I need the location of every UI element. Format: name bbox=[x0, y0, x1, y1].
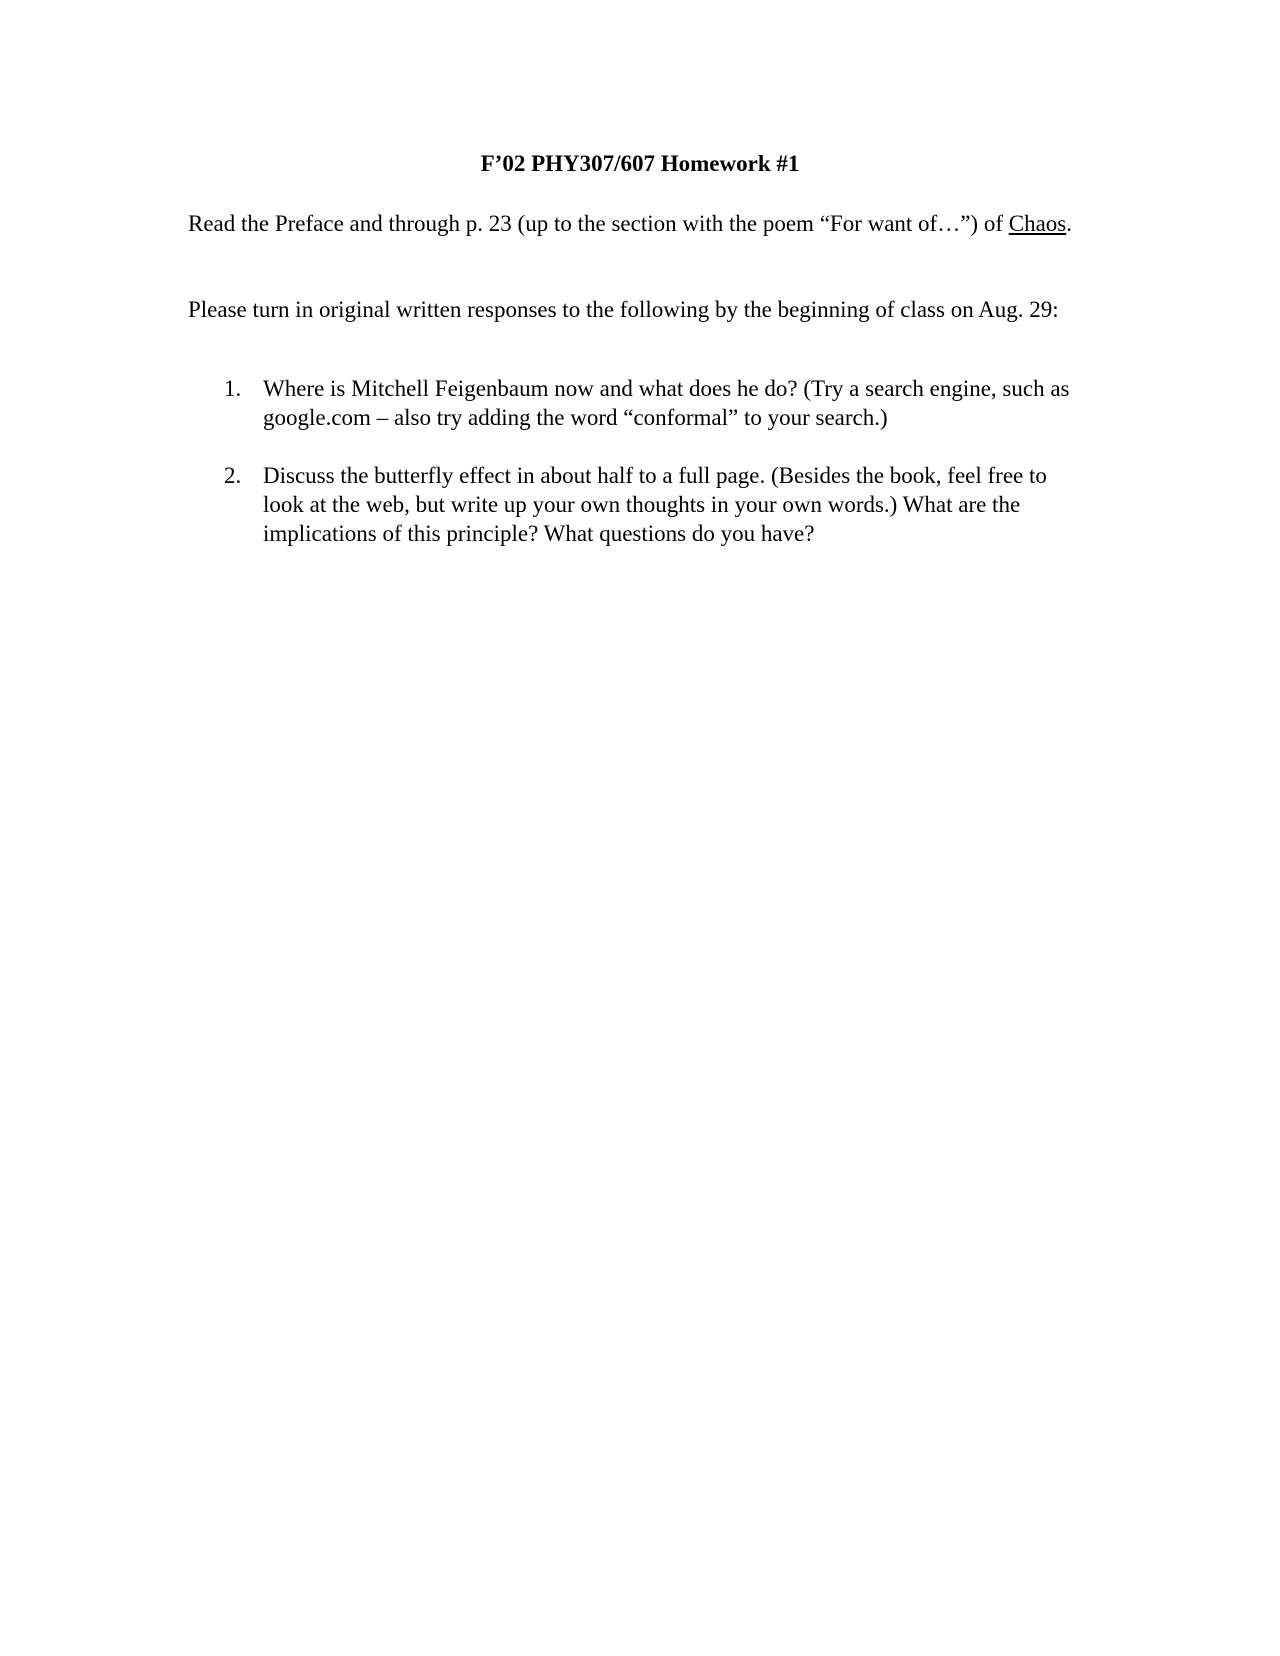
question-number: 1. bbox=[224, 376, 242, 401]
page-title: F’02 PHY307/607 Homework #1 bbox=[480, 151, 800, 176]
question-text: Where is Mitchell Feigenbaum now and what does he do? (Try a search engine, such as google.com – also try adding the word “conformal” to your search.) bbox=[263, 376, 1070, 430]
question-text: Discuss the butterfly effect in about half to a full page. (Besides the book, feel free to look at the web, but write up your own thoughts in your own words.) What are the implications of this principle? What questions do you have? bbox=[263, 463, 1047, 546]
instructions-paragraph: Please turn in original written responses to the following by the beginning of class on Aug. 29: bbox=[188, 297, 1059, 322]
reading-assignment-text: Read the Preface and through p. 23 (up to the section with the poem “For want of…”) of bbox=[188, 211, 1009, 236]
reading-assignment-period: . bbox=[1066, 211, 1072, 236]
question-number: 2. bbox=[224, 463, 242, 488]
book-title: Chaos bbox=[1008, 211, 1067, 236]
reading-assignment-paragraph bbox=[188, 209, 1092, 238]
